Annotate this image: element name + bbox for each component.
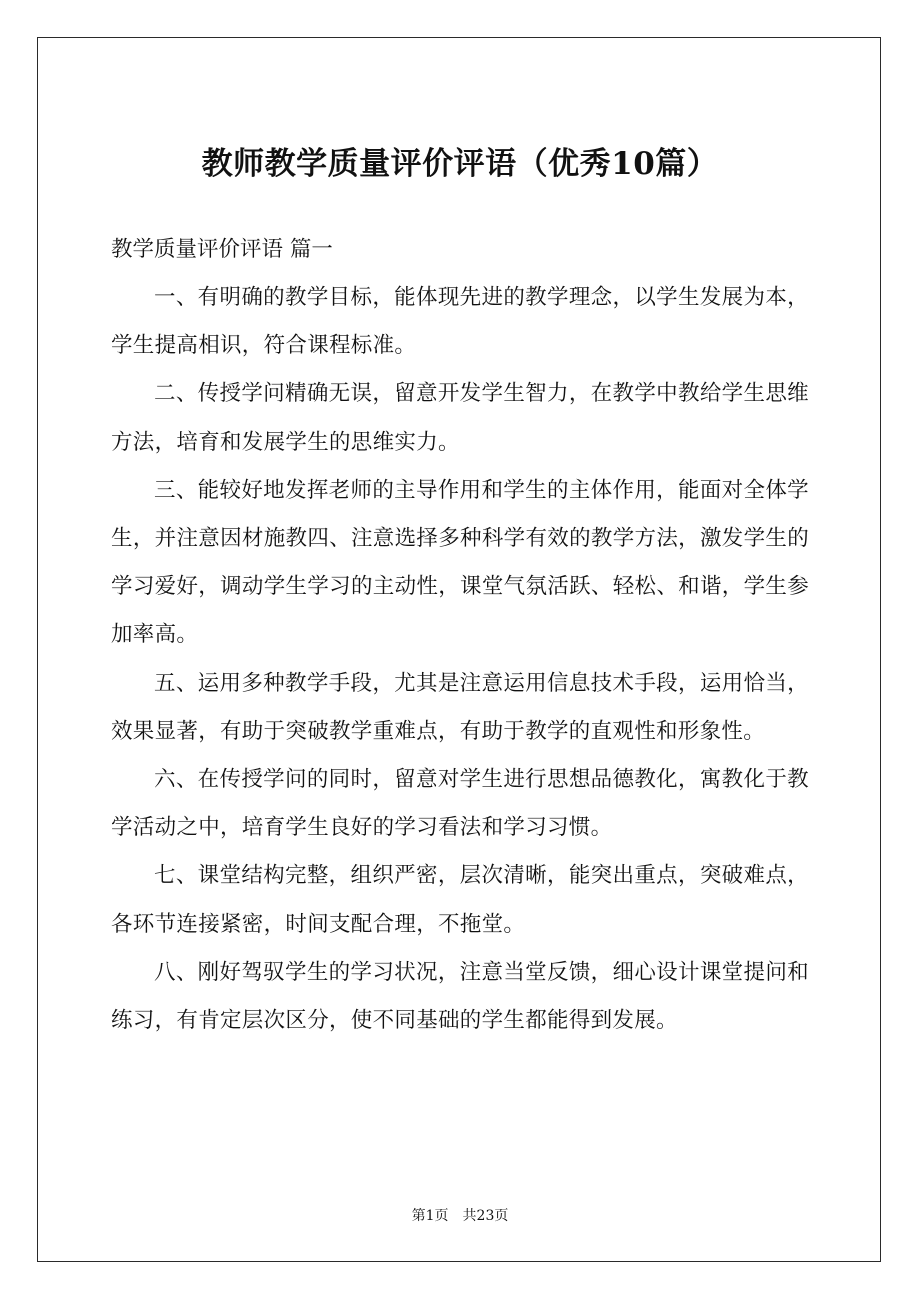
paragraph-6: 六、在传授学问的同时，留意对学生进行思想品德教化，寓教化于教学活动之中，培育学生良好的学习看法和学习习惯。 — [111, 767, 809, 841]
paragraph-1: 一、有明确的教学目标，能体现先进的教学理念，以学生发展为本，学生提高相识，符合课程标准。 — [111, 285, 809, 359]
document-body — [111, 226, 809, 1045]
paragraph-7: 七、课堂结构完整，组织严密，层次清晰，能突出重点，突破难点，各环节连接紧密，时间支配合理，不拖堂。 — [111, 863, 809, 937]
paragraph-8: 八、刚好驾驭学生的学习状况，注意当堂反馈，细心设计课堂提问和练习，有肯定层次区分，使不同基础的学生都能得到发展。 — [111, 959, 809, 1034]
section-heading: 教学质量评价评语 篇一 — [111, 237, 333, 262]
current-page-number: 第1页 — [411, 1208, 449, 1224]
paragraph-3: 三、能较好地发挥老师的主导作用和学生的主体作用，能面对全体学生，并注意因材施教四、注意选择多种科学有效的教学方法，激发学生的学习爱好，调动学生学习的主动性，课堂气氛活跃、轻松、和谐，学生参加率高。 — [111, 477, 809, 648]
page-footer — [0, 1206, 920, 1226]
paragraph-2: 二、传授学问精确无误，留意开发学生智力，在教学中教给学生思维方法，培育和发展学生的思维实力。 — [111, 381, 809, 455]
total-page-count: 共23页 — [462, 1208, 509, 1224]
document-title: 教师教学质量评价评语（优秀10篇） — [201, 146, 719, 182]
paragraph-5: 五、运用多种教学手段，尤其是注意运用信息技术手段，运用恰当，效果显著，有助于突破教学重难点，有助于教学的直观性和形象性。 — [111, 670, 809, 744]
